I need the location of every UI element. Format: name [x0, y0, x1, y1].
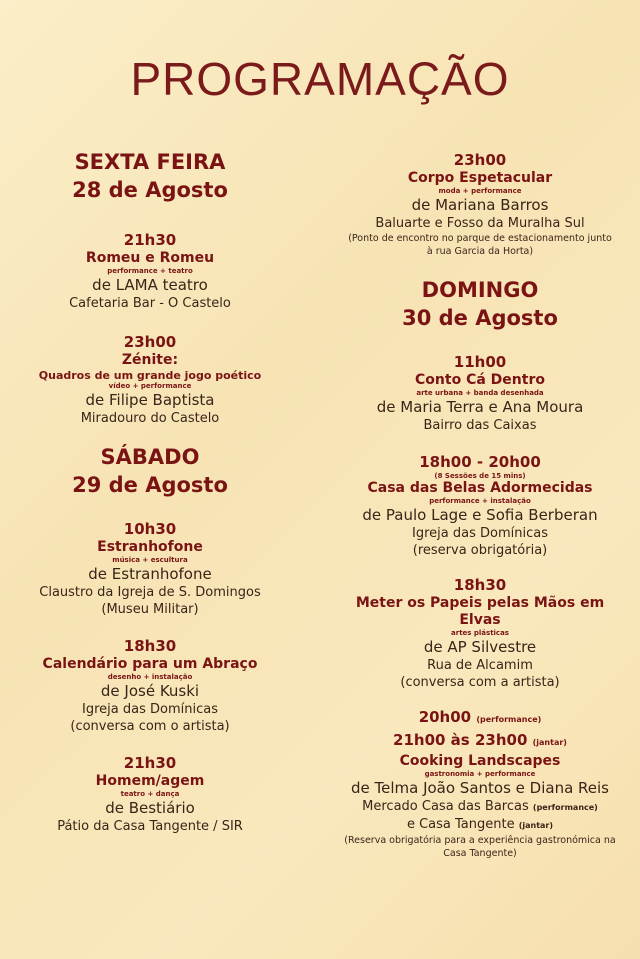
- event-time: 11h00: [453, 353, 507, 371]
- event-zenite: [0, 332, 300, 427]
- event-tag: teatro + dança: [120, 790, 180, 798]
- day-heading: [320, 276, 640, 332]
- event-time: 21h30: [123, 231, 177, 249]
- event-tag: artes plásticas: [451, 629, 509, 637]
- event-artist: de Estranhofone: [88, 565, 212, 583]
- event-note: (Ponto de encontro no parque de estacionamento junto: [348, 233, 612, 244]
- event-casa-belas-adormecidas: [320, 452, 640, 559]
- page-title: PROGRAMAÇÃO: [130, 53, 510, 105]
- event-name-line2: Elvas: [459, 612, 501, 628]
- event-tag: vídeo + performance: [108, 382, 192, 390]
- event-note: (Reserva obrigatória para a experiência gastronómica na: [344, 835, 616, 846]
- event-artist: de Mariana Barros: [411, 196, 549, 214]
- event-corpo-espetacular: [320, 150, 640, 258]
- day-date: 29 de Agosto: [72, 473, 228, 497]
- event-subname: Quadros de um grande jogo poético: [38, 369, 262, 382]
- event-name: Homem/agem: [95, 773, 205, 789]
- day-date: 28 de Agosto: [72, 178, 228, 202]
- event-place: Baluarte e Fosso da Muralha Sul: [375, 216, 585, 231]
- event-place: Rua de Alcamim: [427, 658, 533, 673]
- event-name: Zénite:: [121, 352, 179, 368]
- event-artist: de Telma João Santos e Diana Reis: [350, 779, 610, 797]
- event-name: Corpo Espetacular: [407, 170, 553, 186]
- day-heading: [0, 148, 300, 204]
- event-place: Bairro das Caixas: [423, 418, 537, 433]
- event-tag: performance + instalação: [429, 497, 531, 505]
- event-time: 18h00 - 20h00: [419, 453, 541, 471]
- event-place: Miradouro do Castelo: [80, 411, 220, 426]
- event-romeu: [0, 230, 300, 312]
- event-homem-agem: [0, 753, 300, 835]
- day-name: SÁBADO: [100, 445, 200, 469]
- event-estranhofone: [0, 519, 300, 618]
- event-place: Claustro da Igreja de S. Domingos: [39, 585, 261, 600]
- event-place: Cafetaria Bar - O Castelo: [69, 296, 231, 311]
- event-time: 23h00: [453, 151, 507, 169]
- day-date: 30 de Agosto: [402, 306, 558, 330]
- event-place-2: [320, 816, 640, 834]
- event-place-small: (performance): [532, 803, 598, 812]
- event-artist: de AP Silvestre: [423, 638, 537, 656]
- event-place: Igreja das Domínicas: [82, 702, 218, 717]
- day-name: SEXTA FEIRA: [74, 150, 226, 174]
- event-note: à rua Garcia da Horta): [426, 246, 534, 257]
- event-time: 18h30: [453, 576, 507, 594]
- event-name: Calendário para um Abraço: [42, 656, 258, 672]
- event-tag: performance + teatro: [107, 267, 193, 275]
- event-name: Casa das Belas Adormecidas: [367, 480, 593, 496]
- event-artist: de Maria Terra e Ana Moura: [376, 398, 584, 416]
- event-name: Cooking Landscapes: [399, 753, 561, 769]
- event-place: Igreja das Domínicas: [412, 526, 548, 541]
- event-time: 23h00: [123, 333, 177, 351]
- event-meter-os-papeis: [320, 575, 640, 691]
- event-artist: de Paulo Lage e Sofia Berberan: [362, 506, 598, 524]
- event-place-note: (conversa com o artista): [70, 719, 230, 734]
- event-place-small: (jantar): [518, 821, 554, 830]
- event-name: Meter os Papeis pelas Mãos em: [355, 595, 605, 611]
- event-place-note: (reserva obrigatória): [412, 543, 548, 558]
- event-time-value: 21h00 às 23h00: [393, 731, 528, 749]
- day-heading: [0, 443, 300, 499]
- event-place-value: Mercado Casa das Barcas: [362, 799, 529, 814]
- event-time: 21h30: [123, 754, 177, 772]
- event-sessions: (8 Sessões de 15 mins): [434, 472, 526, 480]
- event-calendario: [0, 636, 300, 735]
- event-cooking-landscapes: [320, 707, 640, 860]
- right-column: [320, 150, 640, 860]
- event-note: Casa Tangente): [443, 848, 517, 859]
- event-tag: música + escultura: [112, 556, 188, 564]
- event-name: Romeu e Romeu: [85, 250, 215, 266]
- event-time: 18h30: [123, 637, 177, 655]
- event-time-note: (jantar): [532, 738, 567, 747]
- event-place: Pátio da Casa Tangente / SIR: [57, 819, 243, 834]
- event-time-note: (performance): [476, 715, 542, 724]
- event-place-note: (Museu Militar): [101, 602, 199, 617]
- event-artist: de José Kuski: [100, 682, 200, 700]
- left-column: [0, 148, 300, 835]
- event-tag: arte urbana + banda desenhada: [416, 389, 544, 397]
- event-artist: de LAMA teatro: [92, 276, 208, 294]
- event-name: Conto Cá Dentro: [415, 372, 545, 388]
- event-place: [320, 798, 640, 816]
- event-artist: de Bestiário: [105, 799, 195, 817]
- event-tag: moda + performance: [438, 187, 522, 195]
- event-artist: de Filipe Baptista: [85, 391, 215, 409]
- event-place-note: (conversa com a artista): [400, 675, 560, 690]
- day-name: DOMINGO: [421, 278, 539, 302]
- event-time: 10h30: [123, 520, 177, 538]
- event-tag: gastronomia + performance: [424, 770, 536, 778]
- event-time-2: [320, 730, 640, 753]
- event-time-value: 20h00: [418, 708, 472, 726]
- event-conto-ca-dentro: [320, 352, 640, 434]
- event-tag: desenho + instalação: [107, 673, 193, 681]
- event-name: Estranhofone: [97, 539, 203, 555]
- event-time: [320, 707, 640, 730]
- event-place-value: e Casa Tangente: [406, 817, 515, 832]
